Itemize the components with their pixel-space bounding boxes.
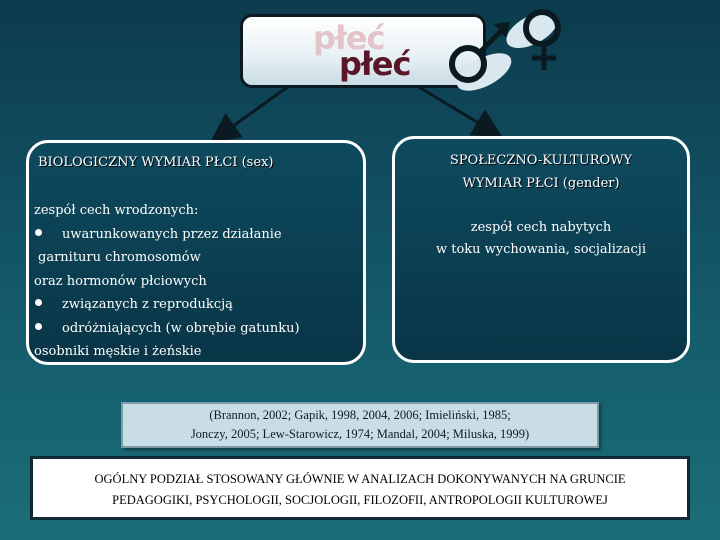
sociocultural-body-line-2: w toku wychowania, socjalizacji bbox=[435, 242, 646, 257]
sociocultural-body-line-1: zespół cech nabytych bbox=[470, 220, 612, 235]
biological-line-chromosomes: garnituru chromosomów bbox=[38, 250, 201, 265]
title-shadow-text: płeć bbox=[313, 19, 385, 57]
citation-line-2: Jonczy, 2005; Lew-Starowicz, 1974; Mandal, 2004; Miluska, 1999) bbox=[190, 427, 530, 441]
summary-box bbox=[30, 456, 690, 520]
summary-line-1: OGÓLNY PODZIAŁ STOSOWANY GŁÓWNIE W ANALIZACH DOKONYWANYCH NA GRUNCIE bbox=[94, 472, 626, 486]
male-female-icon bbox=[440, 0, 580, 100]
bullet-icon bbox=[35, 299, 42, 306]
sociocultural-heading bbox=[395, 149, 687, 195]
sociocultural-heading-line-1: SPOŁECZNO-KULTUROWY bbox=[449, 153, 633, 168]
biological-bullet-3-text: odróżniających (w obrębie gatunku) bbox=[62, 320, 300, 336]
biological-bullet-1 bbox=[34, 223, 354, 247]
biological-bullet-1-text: uwarunkowanych przez działanie bbox=[62, 226, 282, 242]
sociocultural-body bbox=[395, 217, 687, 261]
biological-body bbox=[34, 199, 354, 364]
biological-heading: BIOLOGICZNY WYMIAR PŁCI (sex) bbox=[38, 155, 274, 170]
biological-bullet-3 bbox=[34, 317, 354, 341]
title-text: płeć bbox=[339, 45, 411, 83]
biological-bullet-2-text: związanych z reprodukcją bbox=[62, 297, 233, 312]
bullet-icon bbox=[35, 229, 42, 236]
citation-line-1: (Brannon, 2002; Gapik, 1998, 2004, 2006; Imieliński, 1985; bbox=[209, 408, 511, 422]
bullet-icon bbox=[35, 323, 42, 330]
biological-line-intro: zespół cech wrodzonych: bbox=[34, 203, 199, 218]
biological-line-outro: osobniki męskie i żeńskie bbox=[34, 344, 202, 359]
sociocultural-heading-line-2: WYMIAR PŁCI (gender) bbox=[462, 176, 620, 191]
biological-panel bbox=[26, 140, 366, 365]
summary-line-2: PEDAGOGIKI, PSYCHOLOGII, SOCJOLOGII, FILOZOFII, ANTROPOLOGII KULTUROWEJ bbox=[112, 493, 608, 507]
citation-box bbox=[121, 402, 599, 448]
biological-bullet-2 bbox=[34, 293, 354, 317]
sociocultural-panel bbox=[392, 136, 690, 363]
biological-line-hormones: oraz hormonów płciowych bbox=[34, 273, 207, 289]
